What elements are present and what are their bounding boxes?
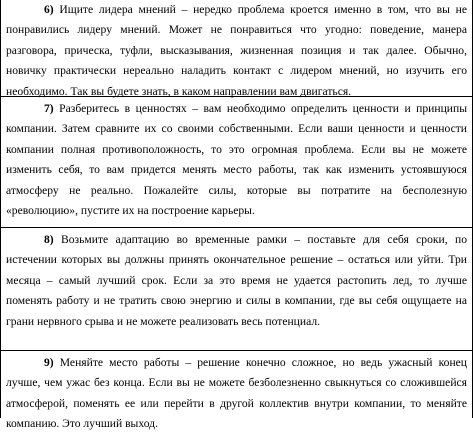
table-row	[1, 228, 472, 351]
table-row	[1, 0, 472, 97]
item-text: Ищите лидера мнений – нередко проблема кроется именно в том, что вы не понравились лидеру мнений. Может не понравиться что угодно: поведение, манера разговора, прическа, туфли, высказывания, жизненная позиция и так далее. Обычно, новичку практически нереально наладить контакт с лидером мнений, но изучить его необходимо. Так вы будете знать, в каком направлении вам двигаться.	[6, 3, 467, 98]
item-text: Разберитесь в ценностях – вам необходимо определить ценности и принципы компании. Затем сравните их со своими собственными. Если ваши ценности и ценности компании полная противоположность, то это огромная проблема. Если вы не можете изменить себя, то вам придется менять место работы, так как изменить устоявшуюся атмосферу не реально. Пожалейте силы, которые вы потратите на бесполезную «революцию», пустите их на построение карьеры.	[6, 102, 467, 218]
item-number: 9)	[44, 356, 60, 369]
item-number: 7)	[44, 102, 60, 115]
item-number: 6)	[44, 3, 60, 16]
table-row	[1, 351, 472, 431]
table-row	[1, 97, 472, 228]
item-number: 8)	[44, 233, 62, 246]
item-text: Меняйте место работы – решение конечно сложное, но ведь ужасный конец лучше, чем ужас без конца. Если вы не можете безболезненно свыкнуться со сложившейся атмосферой, поменять ее или перейти в другой коллектив внутри компании, то меняйте компанию. Это лучший выход.	[6, 356, 468, 431]
item-text: Возьмите адаптацию во временные рамки – поставьте для себя сроки, по истечении которых вы должны принять окончательное решение – остаться или уйти. Три месяца – самый лучший срок. Если за это время не удается растопить лед, то лучше поменять работу и не тратить свою энергию и силы в компании, где вы себя ощущаете на грани нервного срыва и не можете реализовать весь потенциал.	[6, 233, 468, 328]
